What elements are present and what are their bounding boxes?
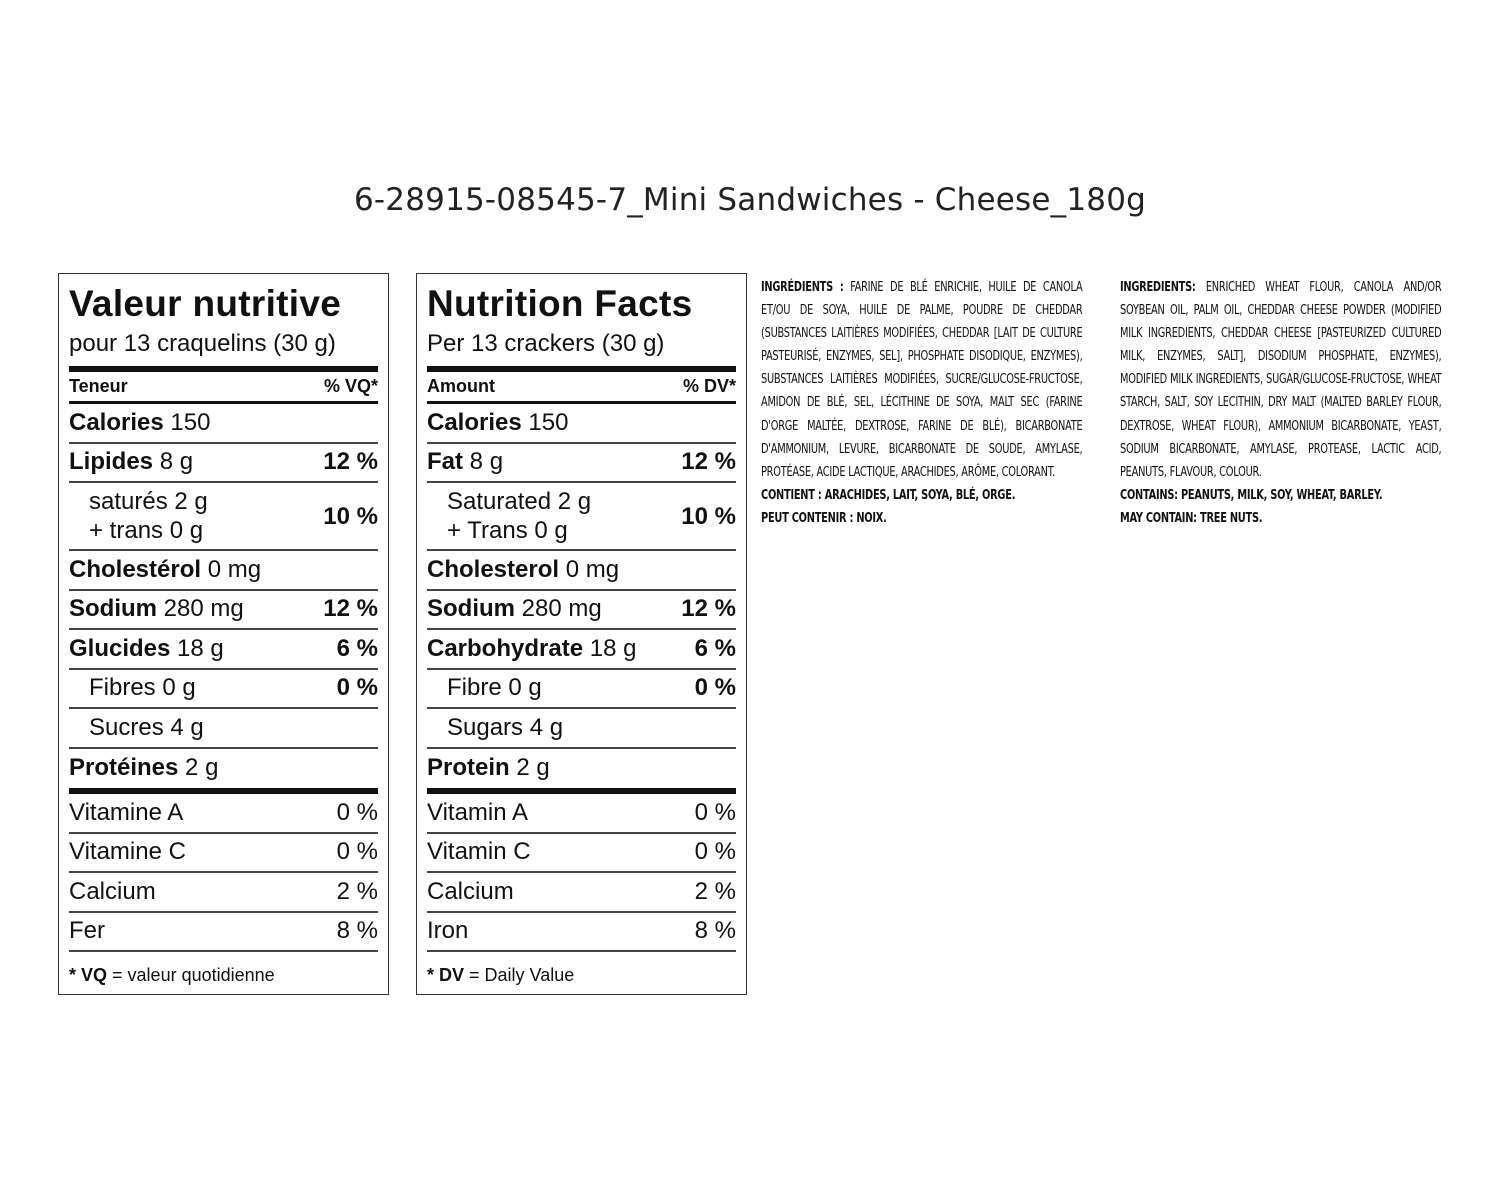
protein-row (69, 749, 378, 789)
vitamin-row (69, 834, 378, 874)
sugars-row (427, 709, 736, 749)
contains-statement: CONTAINS: PEANUTS, MILK, SOY, WHEAT, BARLEY. (1120, 487, 1383, 503)
vitamin-row (427, 794, 736, 834)
sodium-amount: 280 mg (163, 595, 244, 623)
carbohydrate-amount: 18 g (589, 634, 637, 662)
vitamin-dv: 8 % (336, 917, 378, 945)
sugars-label: Sucres 4 g (89, 713, 204, 741)
protein-amount: 2 g (516, 754, 550, 782)
saturated-label: Saturated 2 g (447, 488, 592, 515)
calories-row (427, 404, 736, 444)
saturated-dv: 10 % (681, 502, 736, 530)
sodium-dv: 12 % (323, 595, 378, 623)
vitamin-name: Calcium (69, 877, 156, 905)
vitamin-dv: 0 % (336, 838, 378, 866)
ingredients-label: INGRÉDIENTS : (761, 280, 844, 295)
fat-label: Fat (427, 448, 463, 476)
ingredients-label: INGREDIENTS: (1120, 280, 1196, 295)
amount-label: Amount (427, 376, 495, 396)
carbohydrate-row (427, 630, 736, 670)
nutrition-panel-french (58, 273, 389, 995)
cholesterol-amount: 0 mg (565, 555, 620, 583)
vitamin-row (69, 873, 378, 913)
cholesterol-row (427, 551, 736, 591)
vitamin-row (427, 834, 736, 874)
calories-value: 150 (170, 408, 211, 436)
may-contain-statement: MAY CONTAIN: TREE NUTS. (1120, 510, 1263, 526)
footnote (69, 965, 378, 986)
vitamin-name: Vitamin C (427, 838, 531, 866)
vitamin-name: Iron (427, 917, 469, 945)
carbohydrate-label: Glucides (69, 634, 171, 662)
sugars-row (69, 709, 378, 749)
carbohydrate-row (69, 630, 378, 670)
footnote-text: = valeur quotidienne (112, 965, 275, 985)
protein-label: Protein (427, 754, 510, 782)
cholesterol-label: Cholesterol (427, 555, 560, 583)
contains-statement: CONTIENT : ARACHIDES, LAIT, SOYA, BLÉ, ORGE. (761, 487, 1016, 503)
saturated-label: saturés 2 g (89, 488, 208, 515)
ingredients-english (1120, 276, 1441, 530)
serving-size: pour 13 craquelins (30 g) (69, 330, 336, 357)
serving-size: Per 13 crackers (30 g) (427, 330, 665, 357)
sodium-dv: 12 % (681, 595, 736, 623)
sodium-row (69, 591, 378, 631)
carbohydrate-dv: 6 % (336, 634, 378, 662)
vitamin-dv: 2 % (336, 877, 378, 905)
amount-header-row (427, 372, 736, 404)
ingredients-text: FARINE DE BLÉ ENRICHIE, HUILE DE CANOLA ET/OU DE SOYA, HUILE DE PALME, POUDRE DE CHEDDAR (SUBSTANCES LAITIÈRES MODIFIÉES, CHEDDAR [LAIT DE CULTURE PASTEURISÉ, ENZYMES, SEL], PHOSPHATE DISODIQUE, ENZYMES), SUBSTANCES LAITIÈRES MODIFIÉES, SUCRE/GLUCOSE-FRUCTOSE, AMIDON DE BLÉ, SEL, LÉCITHINE DE SOYA, MALT SEC (FARINE D'ORGE MALTÉE, DEXTROSE, FARINE DE BLÉ), BICARBONATE D'AMMONIUM, LEVURE, BICARBONATE DE SOUDE, AMYLASE, PROTÉASE, ACIDE LACTIQUE, ARACHIDES, ARÔME, COLORANT. (761, 280, 1083, 480)
vitamin-dv: 0 % (336, 798, 378, 826)
vitamin-dv: 2 % (694, 877, 736, 905)
trans-label: + trans 0 g (89, 517, 204, 544)
sodium-row (427, 591, 736, 631)
vitamin-row (427, 873, 736, 913)
dv-label: % VQ* (323, 376, 378, 396)
fibre-dv: 0 % (694, 674, 736, 702)
vitamin-row (69, 794, 378, 834)
dv-label: % DV* (682, 376, 736, 396)
panel-heading: Valeur nutritive (69, 283, 342, 324)
calories-value: 150 (528, 408, 569, 436)
ingredients-french (761, 276, 1082, 530)
vitamin-name: Fer (69, 917, 105, 945)
cholesterol-label: Cholestérol (69, 555, 202, 583)
footnote-abbr: * DV (427, 965, 465, 985)
fibre-row (427, 670, 736, 710)
vitamin-dv: 8 % (694, 917, 736, 945)
saturated-trans-row (427, 483, 736, 551)
footnote (427, 965, 736, 986)
footnote-abbr: * VQ (69, 965, 108, 985)
fat-dv: 12 % (323, 448, 378, 476)
fat-amount: 8 g (159, 448, 194, 476)
nutrition-panel-english (416, 273, 747, 995)
fat-row (69, 444, 378, 484)
cholesterol-row (69, 551, 378, 591)
vitamin-name: Vitamine A (69, 798, 184, 826)
vitamin-name: Vitamin A (427, 798, 528, 826)
calories-label: Calories (69, 408, 164, 436)
protein-row (427, 749, 736, 789)
fibre-dv: 0 % (336, 674, 378, 702)
sodium-label: Sodium (427, 595, 515, 623)
sodium-label: Sodium (69, 595, 157, 623)
footnote-text: = Daily Value (469, 965, 575, 985)
may-contain-statement: PEUT CONTENIR : NOIX. (761, 510, 887, 526)
fibre-row (69, 670, 378, 710)
protein-label: Protéines (69, 754, 179, 782)
calories-label: Calories (427, 408, 522, 436)
sodium-amount: 280 mg (521, 595, 602, 623)
cholesterol-amount: 0 mg (207, 555, 262, 583)
fat-label: Lipides (69, 448, 154, 476)
vitamin-name: Calcium (427, 877, 514, 905)
fat-row (427, 444, 736, 484)
carbohydrate-dv: 6 % (694, 634, 736, 662)
fat-dv: 12 % (681, 448, 736, 476)
fibre-label: Fibre 0 g (447, 674, 542, 702)
calories-row (69, 404, 378, 444)
vitamin-dv: 0 % (694, 798, 736, 826)
trans-label: + Trans 0 g (447, 517, 568, 544)
ingredients-text: ENRICHED WHEAT FLOUR, CANOLA AND/OR SOYBEAN OIL, PALM OIL, CHEDDAR CHEESE POWDER (MODIFIED MILK INGREDIENTS, CHEDDAR CHEESE [PASTEURIZED CULTURED MILK, ENZYMES, SALT], DISODIUM PHOSPHATE, ENZYMES), MODIFIED MILK INGREDIENTS, SUGAR/GLUCOSE-FRUCTOSE, WHEAT STARCH, SALT, SOY LECITHIN, DRY MALT (MALTED BARLEY FLOUR, DEXTROSE, WHEAT FLOUR), AMMONIUM BICARBONATE, YEAST, SODIUM BICARBONATE, AMYLASE, PROTEASE, LACTIC ACID, PEANUTS, FLAVOUR, COLOUR. (1120, 280, 1442, 480)
fat-amount: 8 g (469, 448, 504, 476)
protein-amount: 2 g (185, 754, 219, 782)
vitamin-name: Vitamine C (69, 838, 186, 866)
vitamin-dv: 0 % (694, 838, 736, 866)
page-title: 6-28915-08545-7_Mini Sandwiches - Cheese_180g (354, 182, 1146, 218)
carbohydrate-amount: 18 g (177, 634, 224, 662)
vitamin-row (69, 913, 378, 953)
amount-label: Teneur (69, 376, 128, 396)
saturated-dv: 10 % (323, 502, 378, 530)
vitamin-row (427, 913, 736, 953)
carbohydrate-label: Carbohydrate (427, 634, 584, 662)
saturated-trans-row (69, 483, 378, 551)
fibre-label: Fibres 0 g (89, 674, 196, 702)
panel-heading: Nutrition Facts (427, 283, 693, 324)
sugars-label: Sugars 4 g (447, 713, 564, 741)
amount-header-row (69, 372, 378, 404)
